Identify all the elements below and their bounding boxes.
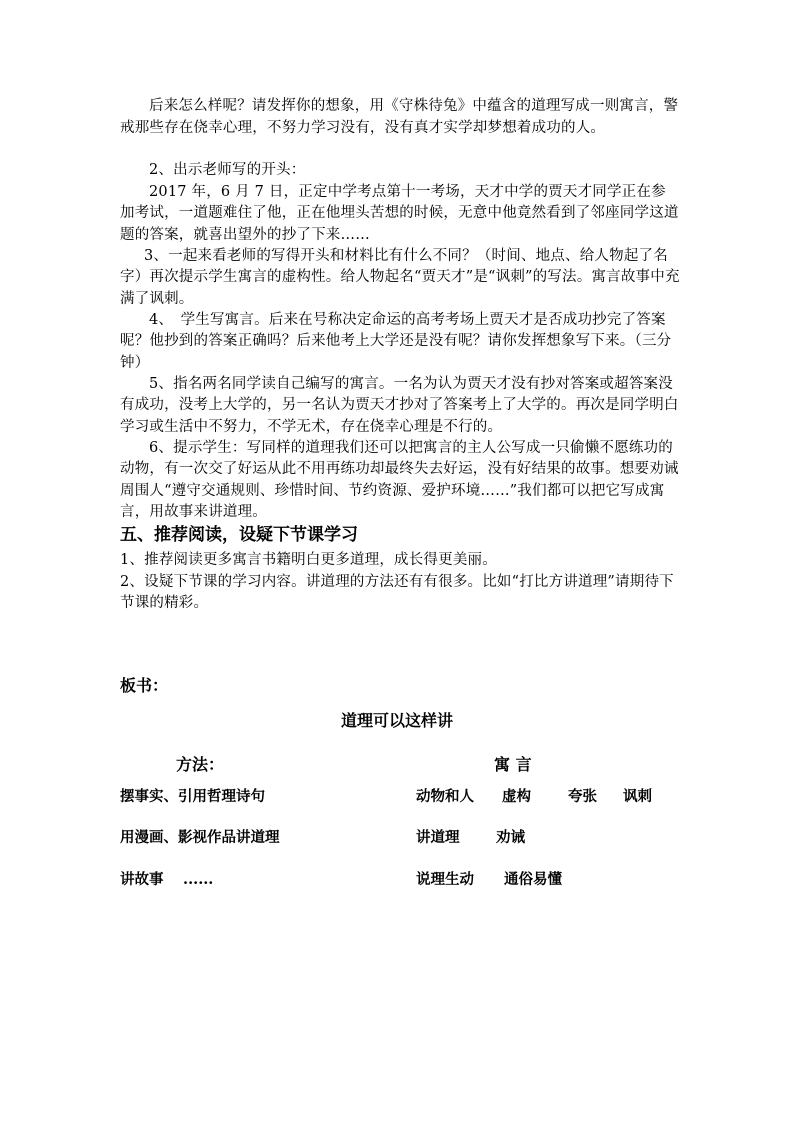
recommend-item-2: 2、设疑下节课的学习内容。讲道理的方法还有有很多。比如“打比方讲道理”请期待下节课的精彩。: [120, 573, 674, 611]
method-item: 摆事实、引用哲理诗句: [120, 788, 265, 805]
paragraph-step-5: 5、指名两名同学读自己编写的寓言。一名为认为贾天才没有抄对答案或超答案没有成功，没考上大学的，另一名认为贾天才抄对了答案考上了大学的。再次是同学明白学习或生活中不努力，不学无术，存在侥幸心理是不行的。: [120, 375, 679, 435]
fable-term: 通俗易懂: [504, 871, 562, 888]
body-text: [120, 96, 680, 524]
board-left-heading: 方法：: [176, 755, 225, 774]
fable-term: 讲道理: [416, 829, 460, 846]
fable-term: 讽刺: [623, 788, 652, 805]
fable-term: 劝诫: [496, 829, 525, 846]
recommend-item-1: 1、推荐阅读更多寓言书籍明白更多道理，成长得更美丽。: [120, 552, 497, 568]
fable-term: 说理生动: [416, 871, 474, 888]
fable-term: 虚构: [502, 788, 531, 805]
method-item: 讲故事 ......: [120, 871, 214, 888]
paragraph-step-6: 6、提示学生：写同样的道理我们还可以把寓言的主人公写成一只偷懒不愿练功的动物，有一次交了好运从此不用再练功却最终失去好运，没有好结果的故事。想要劝诫周围人“遵守交通规则、珍惜时间、节约资源、爱护环境……”我们都可以把它写成寓言，用故事来讲道理。: [120, 439, 679, 520]
paragraph-intro: 后来怎么样呢？请发挥你的想象，用《守株待兔》中蕴含的道理写成一则寓言，警戒那些存在侥幸心理，不努力学习没有，没有真才实学却梦想着成功的人。: [120, 98, 679, 136]
board-label: 板书：: [120, 676, 169, 695]
board-right-heading: 寓 言: [494, 755, 532, 774]
paragraph-step-3: 3、一起来看老师的写得开头和材料比有什么不同？（时间、地点、给人物起了名字）再次提示学生寓言的虚构性。给人物起名“贾天才”是“讽刺”的写法。寓言故事中充满了讽刺。: [120, 247, 680, 307]
board-title: 道理可以这样讲: [340, 711, 453, 730]
paragraph-step-2: 2、出示老师写的开头：: [149, 162, 306, 178]
paragraph-teacher-opening: 2017 年，6 月 7 日，正定中学考点第十一考场，天才中学的贾天才同学正在参加考试，一道题难住了他，正在他埋头苦想的时候，无意中他竟然看到了邻座同学这道题的答案，就喜出望外的抄了下来……: [120, 183, 679, 243]
fable-term: 动物和人: [416, 788, 474, 805]
fable-term: 夸张: [568, 788, 597, 805]
section-heading-five: 五、推荐阅读，设疑下节课学习: [120, 525, 358, 545]
paragraph-step-4: 4、 学生写寓言。后来在号称决定命运的高考考场上贾天才是否成功抄完了答案呢？他抄到的答案正确吗？后来他考上大学还是没有呢？请你发挥想象写下来。（三分钟）: [120, 311, 672, 371]
method-item: 用漫画、影视作品讲道理: [120, 829, 280, 846]
recommend-list: [120, 550, 680, 615]
